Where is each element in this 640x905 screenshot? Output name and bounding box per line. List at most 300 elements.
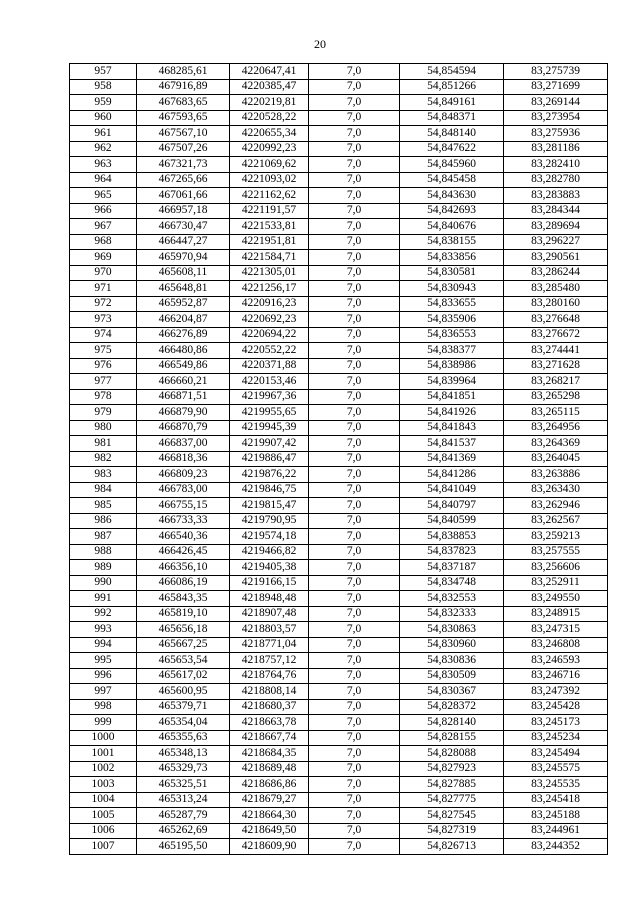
x-coordinate-cell: 465952,87 [137,296,230,312]
y-coordinate-cell: 4220692,23 [230,312,309,328]
table-row [70,808,608,824]
x-coordinate-cell: 466356,10 [137,560,230,576]
table-row [70,126,608,142]
point-number-cell: 1004 [70,792,137,808]
x-coordinate-cell: 466276,89 [137,327,230,343]
y-coordinate-cell: 4219876,22 [230,467,309,483]
latitude-cell: 54,832333 [400,606,504,622]
point-number-cell: 979 [70,405,137,421]
longitude-cell: 83,246716 [504,668,608,684]
point-number-cell: 972 [70,296,137,312]
value-cell: 7,0 [309,808,400,824]
value-cell: 7,0 [309,126,400,142]
value-cell: 7,0 [309,265,400,281]
table-row [70,730,608,746]
point-number-cell: 995 [70,653,137,669]
longitude-cell: 83,252911 [504,575,608,591]
point-number-cell: 964 [70,172,137,188]
longitude-cell: 83,245234 [504,730,608,746]
longitude-cell: 83,290561 [504,250,608,266]
x-coordinate-cell: 466871,51 [137,389,230,405]
point-number-cell: 977 [70,374,137,390]
table-row [70,327,608,343]
value-cell: 7,0 [309,172,400,188]
table-row [70,343,608,359]
latitude-cell: 54,841851 [400,389,504,405]
x-coordinate-cell: 465819,10 [137,606,230,622]
latitude-cell: 54,834748 [400,575,504,591]
table-row [70,219,608,235]
value-cell: 7,0 [309,141,400,157]
point-number-cell: 965 [70,188,137,204]
value-cell: 7,0 [309,327,400,343]
y-coordinate-cell: 4219967,36 [230,389,309,405]
latitude-cell: 54,837823 [400,544,504,560]
value-cell: 7,0 [309,606,400,622]
point-number-cell: 961 [70,126,137,142]
value-cell: 7,0 [309,684,400,700]
x-coordinate-cell: 466783,00 [137,482,230,498]
point-number-cell: 971 [70,281,137,297]
point-number-cell: 1002 [70,761,137,777]
y-coordinate-cell: 4221162,62 [230,188,309,204]
longitude-cell: 83,296227 [504,234,608,250]
value-cell: 7,0 [309,560,400,576]
table-row [70,64,608,80]
x-coordinate-cell: 465648,81 [137,281,230,297]
y-coordinate-cell: 4219405,38 [230,560,309,576]
latitude-cell: 54,848371 [400,110,504,126]
latitude-cell: 54,841369 [400,451,504,467]
table-row [70,622,608,638]
point-number-cell: 1005 [70,808,137,824]
x-coordinate-cell: 465313,24 [137,792,230,808]
x-coordinate-cell: 467683,65 [137,95,230,111]
value-cell: 7,0 [309,250,400,266]
coordinates-table-body [70,64,608,855]
table-row [70,823,608,839]
table-row [70,792,608,808]
y-coordinate-cell: 4218649,50 [230,823,309,839]
x-coordinate-cell: 467507,26 [137,141,230,157]
x-coordinate-cell: 465667,25 [137,637,230,653]
latitude-cell: 54,833655 [400,296,504,312]
point-number-cell: 994 [70,637,137,653]
y-coordinate-cell: 4220655,34 [230,126,309,142]
point-number-cell: 968 [70,234,137,250]
y-coordinate-cell: 4219790,95 [230,513,309,529]
x-coordinate-cell: 466480,86 [137,343,230,359]
table-row [70,529,608,545]
x-coordinate-cell: 465354,04 [137,715,230,731]
value-cell: 7,0 [309,374,400,390]
y-coordinate-cell: 4220219,81 [230,95,309,111]
latitude-cell: 54,833856 [400,250,504,266]
point-number-cell: 963 [70,157,137,173]
value-cell: 7,0 [309,436,400,452]
table-row [70,203,608,219]
value-cell: 7,0 [309,746,400,762]
y-coordinate-cell: 4218757,12 [230,653,309,669]
page-number: 20 [314,37,326,51]
table-row [70,405,608,421]
x-coordinate-cell: 466809,23 [137,467,230,483]
y-coordinate-cell: 4219166,15 [230,575,309,591]
point-number-cell: 978 [70,389,137,405]
latitude-cell: 54,851266 [400,79,504,95]
y-coordinate-cell: 4221305,01 [230,265,309,281]
latitude-cell: 54,843630 [400,188,504,204]
point-number-cell: 985 [70,498,137,514]
latitude-cell: 54,841286 [400,467,504,483]
value-cell: 7,0 [309,699,400,715]
point-number-cell: 973 [70,312,137,328]
table-row [70,110,608,126]
longitude-cell: 83,284344 [504,203,608,219]
table-row [70,746,608,762]
longitude-cell: 83,244352 [504,839,608,855]
latitude-cell: 54,839964 [400,374,504,390]
latitude-cell: 54,828155 [400,730,504,746]
point-number-cell: 969 [70,250,137,266]
table-row [70,777,608,793]
x-coordinate-cell: 465355,63 [137,730,230,746]
y-coordinate-cell: 4221951,81 [230,234,309,250]
x-coordinate-cell: 466755,15 [137,498,230,514]
latitude-cell: 54,830960 [400,637,504,653]
x-coordinate-cell: 465608,11 [137,265,230,281]
y-coordinate-cell: 4221584,71 [230,250,309,266]
x-coordinate-cell: 465843,35 [137,591,230,607]
value-cell: 7,0 [309,498,400,514]
y-coordinate-cell: 4219466,82 [230,544,309,560]
y-coordinate-cell: 4218764,76 [230,668,309,684]
value-cell: 7,0 [309,467,400,483]
y-coordinate-cell: 4220916,23 [230,296,309,312]
x-coordinate-cell: 465970,94 [137,250,230,266]
longitude-cell: 83,265115 [504,405,608,421]
point-number-cell: 998 [70,699,137,715]
value-cell: 7,0 [309,482,400,498]
latitude-cell: 54,835906 [400,312,504,328]
table-row [70,95,608,111]
longitude-cell: 83,285480 [504,281,608,297]
table-row [70,188,608,204]
longitude-cell: 83,245173 [504,715,608,731]
latitude-cell: 54,827923 [400,761,504,777]
x-coordinate-cell: 466540,36 [137,529,230,545]
x-coordinate-cell: 466426,45 [137,544,230,560]
longitude-cell: 83,281186 [504,141,608,157]
value-cell: 7,0 [309,715,400,731]
longitude-cell: 83,283883 [504,188,608,204]
longitude-cell: 83,249550 [504,591,608,607]
x-coordinate-cell: 466204,87 [137,312,230,328]
latitude-cell: 54,837187 [400,560,504,576]
latitude-cell: 54,841049 [400,482,504,498]
table-row [70,513,608,529]
latitude-cell: 54,830367 [400,684,504,700]
longitude-cell: 83,245535 [504,777,608,793]
value-cell: 7,0 [309,234,400,250]
x-coordinate-cell: 467061,66 [137,188,230,204]
latitude-cell: 54,827885 [400,777,504,793]
y-coordinate-cell: 4218684,35 [230,746,309,762]
table-row [70,234,608,250]
value-cell: 7,0 [309,529,400,545]
longitude-cell: 83,286244 [504,265,608,281]
longitude-cell: 83,244961 [504,823,608,839]
value-cell: 7,0 [309,296,400,312]
latitude-cell: 54,840599 [400,513,504,529]
value-cell: 7,0 [309,203,400,219]
table-row [70,606,608,622]
y-coordinate-cell: 4218948,48 [230,591,309,607]
point-number-cell: 989 [70,560,137,576]
value-cell: 7,0 [309,389,400,405]
point-number-cell: 991 [70,591,137,607]
longitude-cell: 83,245428 [504,699,608,715]
latitude-cell: 54,828088 [400,746,504,762]
longitude-cell: 83,269144 [504,95,608,111]
latitude-cell: 54,827775 [400,792,504,808]
latitude-cell: 54,840797 [400,498,504,514]
latitude-cell: 54,841843 [400,420,504,436]
latitude-cell: 54,848140 [400,126,504,142]
y-coordinate-cell: 4220552,22 [230,343,309,359]
longitude-cell: 83,245494 [504,746,608,762]
x-coordinate-cell: 465348,13 [137,746,230,762]
y-coordinate-cell: 4221256,17 [230,281,309,297]
table-row [70,374,608,390]
longitude-cell: 83,263430 [504,482,608,498]
value-cell: 7,0 [309,637,400,653]
longitude-cell: 83,245418 [504,792,608,808]
point-number-cell: 1006 [70,823,137,839]
x-coordinate-cell: 467593,65 [137,110,230,126]
point-number-cell: 993 [70,622,137,638]
table-row [70,560,608,576]
value-cell: 7,0 [309,188,400,204]
y-coordinate-cell: 4218680,37 [230,699,309,715]
longitude-cell: 83,247315 [504,622,608,638]
value-cell: 7,0 [309,64,400,80]
value-cell: 7,0 [309,95,400,111]
y-coordinate-cell: 4219955,65 [230,405,309,421]
point-number-cell: 1001 [70,746,137,762]
value-cell: 7,0 [309,575,400,591]
y-coordinate-cell: 4218686,86 [230,777,309,793]
table-row [70,436,608,452]
point-number-cell: 980 [70,420,137,436]
table-row [70,653,608,669]
x-coordinate-cell: 466733,33 [137,513,230,529]
longitude-cell: 83,245575 [504,761,608,777]
point-number-cell: 974 [70,327,137,343]
point-number-cell: 957 [70,64,137,80]
value-cell: 7,0 [309,110,400,126]
x-coordinate-cell: 466837,00 [137,436,230,452]
table-row [70,668,608,684]
longitude-cell: 83,275739 [504,64,608,80]
x-coordinate-cell: 465656,18 [137,622,230,638]
y-coordinate-cell: 4218679,27 [230,792,309,808]
longitude-cell: 83,262946 [504,498,608,514]
point-number-cell: 992 [70,606,137,622]
x-coordinate-cell: 466549,86 [137,358,230,374]
value-cell: 7,0 [309,343,400,359]
table-row [70,451,608,467]
x-coordinate-cell: 468285,61 [137,64,230,80]
latitude-cell: 54,826713 [400,839,504,855]
y-coordinate-cell: 4221191,57 [230,203,309,219]
point-number-cell: 1003 [70,777,137,793]
x-coordinate-cell: 465379,71 [137,699,230,715]
latitude-cell: 54,830863 [400,622,504,638]
value-cell: 7,0 [309,405,400,421]
latitude-cell: 54,845960 [400,157,504,173]
table-row [70,761,608,777]
table-row [70,141,608,157]
longitude-cell: 83,276648 [504,312,608,328]
y-coordinate-cell: 4220528,22 [230,110,309,126]
value-cell: 7,0 [309,544,400,560]
latitude-cell: 54,841926 [400,405,504,421]
point-number-cell: 966 [70,203,137,219]
point-number-cell: 997 [70,684,137,700]
latitude-cell: 54,849161 [400,95,504,111]
value-cell: 7,0 [309,513,400,529]
y-coordinate-cell: 4218771,04 [230,637,309,653]
longitude-cell: 83,282410 [504,157,608,173]
longitude-cell: 83,256606 [504,560,608,576]
longitude-cell: 83,248915 [504,606,608,622]
table-row [70,296,608,312]
y-coordinate-cell: 4221533,81 [230,219,309,235]
x-coordinate-cell: 466086,19 [137,575,230,591]
longitude-cell: 83,268217 [504,374,608,390]
longitude-cell: 83,263886 [504,467,608,483]
x-coordinate-cell: 465325,51 [137,777,230,793]
table-row [70,482,608,498]
x-coordinate-cell: 465617,02 [137,668,230,684]
latitude-cell: 54,838155 [400,234,504,250]
table-row [70,79,608,95]
point-number-cell: 983 [70,467,137,483]
table-row [70,575,608,591]
latitude-cell: 54,828372 [400,699,504,715]
latitude-cell: 54,836553 [400,327,504,343]
x-coordinate-cell: 465262,69 [137,823,230,839]
value-cell: 7,0 [309,622,400,638]
table-row [70,265,608,281]
table-row [70,839,608,855]
y-coordinate-cell: 4218663,78 [230,715,309,731]
point-number-cell: 987 [70,529,137,545]
point-number-cell: 1007 [70,839,137,855]
coordinates-table [69,63,608,855]
value-cell: 7,0 [309,591,400,607]
x-coordinate-cell: 465600,95 [137,684,230,700]
longitude-cell: 83,271699 [504,79,608,95]
point-number-cell: 996 [70,668,137,684]
longitude-cell: 83,257555 [504,544,608,560]
y-coordinate-cell: 4220371,88 [230,358,309,374]
x-coordinate-cell: 466957,18 [137,203,230,219]
x-coordinate-cell: 466818,36 [137,451,230,467]
latitude-cell: 54,838377 [400,343,504,359]
value-cell: 7,0 [309,823,400,839]
longitude-cell: 83,271628 [504,358,608,374]
value-cell: 7,0 [309,451,400,467]
x-coordinate-cell: 466730,47 [137,219,230,235]
y-coordinate-cell: 4219846,75 [230,482,309,498]
point-number-cell: 960 [70,110,137,126]
table-row [70,544,608,560]
point-number-cell: 970 [70,265,137,281]
latitude-cell: 54,841537 [400,436,504,452]
longitude-cell: 83,289694 [504,219,608,235]
y-coordinate-cell: 4218907,48 [230,606,309,622]
table-row [70,281,608,297]
latitude-cell: 54,830509 [400,668,504,684]
latitude-cell: 54,847622 [400,141,504,157]
value-cell: 7,0 [309,839,400,855]
point-number-cell: 988 [70,544,137,560]
y-coordinate-cell: 4220647,41 [230,64,309,80]
longitude-cell: 83,246808 [504,637,608,653]
table-row [70,172,608,188]
point-number-cell: 981 [70,436,137,452]
value-cell: 7,0 [309,358,400,374]
value-cell: 7,0 [309,653,400,669]
longitude-cell: 83,262567 [504,513,608,529]
table-row [70,312,608,328]
table-row [70,389,608,405]
point-number-cell: 958 [70,79,137,95]
point-number-cell: 959 [70,95,137,111]
y-coordinate-cell: 4218667,74 [230,730,309,746]
value-cell: 7,0 [309,219,400,235]
point-number-cell: 976 [70,358,137,374]
y-coordinate-cell: 4221093,02 [230,172,309,188]
y-coordinate-cell: 4218664,30 [230,808,309,824]
y-coordinate-cell: 4219945,39 [230,420,309,436]
y-coordinate-cell: 4219907,42 [230,436,309,452]
x-coordinate-cell: 467567,10 [137,126,230,142]
y-coordinate-cell: 4221069,62 [230,157,309,173]
x-coordinate-cell: 465329,73 [137,761,230,777]
point-number-cell: 990 [70,575,137,591]
longitude-cell: 83,280160 [504,296,608,312]
table-row [70,699,608,715]
y-coordinate-cell: 4220694,22 [230,327,309,343]
table-row [70,420,608,436]
longitude-cell: 83,264045 [504,451,608,467]
latitude-cell: 54,832553 [400,591,504,607]
table-row [70,591,608,607]
point-number-cell: 1000 [70,730,137,746]
longitude-cell: 83,275936 [504,126,608,142]
latitude-cell: 54,840676 [400,219,504,235]
x-coordinate-cell: 466879,90 [137,405,230,421]
x-coordinate-cell: 467916,89 [137,79,230,95]
longitude-cell: 83,246593 [504,653,608,669]
latitude-cell: 54,828140 [400,715,504,731]
value-cell: 7,0 [309,312,400,328]
table-row [70,715,608,731]
value-cell: 7,0 [309,777,400,793]
